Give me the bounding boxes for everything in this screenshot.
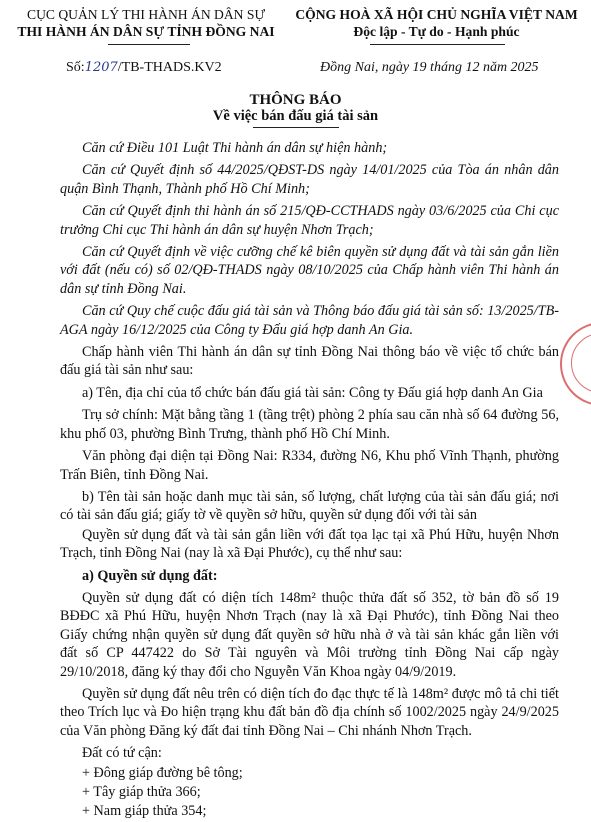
national-heading — [282, 6, 591, 40]
basis-paragraph: Căn cứ Quy chế cuộc đấu giá tài sản và Thông báo đấu giá tài sản số: 13/2025/TB-AGA ngày 16/12/2025 của Công ty Đấu giá hợp danh An Gia. — [60, 303, 559, 338]
agency-name: THI HÀNH ÁN DÂN SỰ TỈNH ĐỒNG NAI — [17, 24, 275, 39]
boundary-item: + Tây giáp thửa 366; — [82, 784, 201, 800]
body-paragraph: Quyền sử dụng đất có diện tích 148m² thuộc thửa đất số 352, tờ bản đồ số 19 BĐĐC xã Phú Hữu, huyện Nhơn Trạch (nay là xã Đại Phước), tỉnh Đồng Nai theo Giấy chứng nhận quyền sử dụng đất quyền sở hữu nhà ở và tài sản khác gắn liền với đất số CP 447422 do Sở Tài nguyên và Môi trường tỉnh Đồng Nai cấp ngày 29/10/2018, đăng ký thay đổi cho Nguyễn Văn Khoa ngày 04/9/2019. — [60, 589, 559, 680]
body-paragraph: Quyền sử dụng đất và tài sản gắn liền với đất tọa lạc tại xã Phú Hữu, huyện Nhơn Trạch, tỉnh Đồng Nai (nay là xã Đại Phước), cụ thể như sau: — [60, 526, 559, 562]
body-paragraph: a) Tên, địa chỉ của tổ chức bán đấu giá tài sản: Công ty Đấu giá hợp danh An Gia — [82, 384, 543, 401]
doc-prefix: Số: — [66, 60, 85, 75]
body-paragraph: Quyền sử dụng đất nêu trên có diện tích đo đạc thực tế là 148m² được mô tả chi tiết theo Trích lục và Đo hiện trạng khu đất bản đồ địa chính số 1002/2025 ngày 24/9/2025 của Văn phòng Đăng ký đất đai tỉnh Đồng Nai – Chi nhánh Nhơn Trạch. — [60, 685, 559, 739]
basis-paragraph: Căn cứ Điều 101 Luật Thi hành án dân sự hiện hành; — [82, 140, 388, 156]
body-paragraph: b) Tên tài sản hoặc danh mục tài sản, số lượng, chất lượng của tài sản đấu giá; nơi có tài sản đấu giá; giấy tờ về quyền sở hữu, quyền sử dụng đối với tài sản — [60, 488, 559, 524]
national-motto: Độc lập - Tự do - Hạnh phúc — [353, 24, 520, 39]
body-paragraph: Văn phòng đại diện tại Đồng Nai: R334, đường N6, Khu phố Vĩnh Thạnh, phường Trấn Biên, tỉnh Đồng Nai. — [60, 448, 559, 483]
body-paragraph: Trụ sở chính: Mặt bằng tầng 1 (tầng trệt) phòng 2 phía sau căn nhà số 64 đường 56, khu phố 03, phường Bình Trưng, thành phố Hồ Chí Minh. — [60, 407, 559, 442]
boundary-item: + Nam giáp thửa 354; — [82, 803, 207, 820]
doc-suffix: /TB-THADS.KV2 — [117, 60, 222, 75]
basis-paragraph: Căn cứ Quyết định số 44/2025/QĐST-DS ngày 14/01/2025 của Tòa án nhân dân quận Bình Thạnh, Thành phố Hồ Chí Minh; — [60, 162, 559, 197]
boundary-item: + Đông giáp đường bê tông; — [82, 764, 243, 781]
document-date: Đồng Nai, ngày 19 tháng 12 năm 2025 — [320, 60, 539, 75]
document-number — [66, 60, 222, 76]
document-body — [60, 139, 559, 822]
basis-paragraph: Căn cứ Quyết định về việc cưỡng chế kê biên quyền sử dụng đất và tài sản gắn liền với đất (nếu có) số 02/QĐ-THADS ngày 08/10/2025 của Chấp hành viên Thi hành án dân sự tỉnh Đồng Nai. — [60, 244, 559, 297]
doc-number-handwritten: 1207 — [84, 60, 118, 75]
body-paragraph: Đất có tứ cận: — [82, 745, 162, 762]
agency-underline — [108, 44, 190, 45]
document-title: THÔNG BÁO — [249, 92, 342, 108]
section-heading: a) Quyền sử dụng đất: — [82, 567, 218, 584]
nation-name: CỘNG HOÀ XÃ HỘI CHỦ NGHĨA VIỆT NAM — [295, 7, 578, 22]
body-paragraph: Chấp hành viên Thi hành án dân sự tỉnh Đồng Nai thông báo về việc tổ chức bán đấu giá tài sản như sau: — [60, 344, 559, 379]
document-subtitle: Về việc bán đấu giá tài sản — [212, 108, 379, 124]
basis-paragraph: Căn cứ Quyết định thi hành án số 215/QĐ-CCTHADS ngày 03/6/2025 của Chi cục trưởng Chi cục Thi hành án dân sự huyện Nhơn Trạch; — [60, 203, 559, 238]
issuing-agency — [0, 6, 292, 40]
official-seal-stamp — [560, 322, 591, 406]
title-underline — [253, 127, 339, 128]
agency-parent: CỤC QUẢN LÝ THI HÀNH ÁN DÂN SỰ — [27, 7, 265, 22]
motto-underline — [370, 44, 505, 45]
